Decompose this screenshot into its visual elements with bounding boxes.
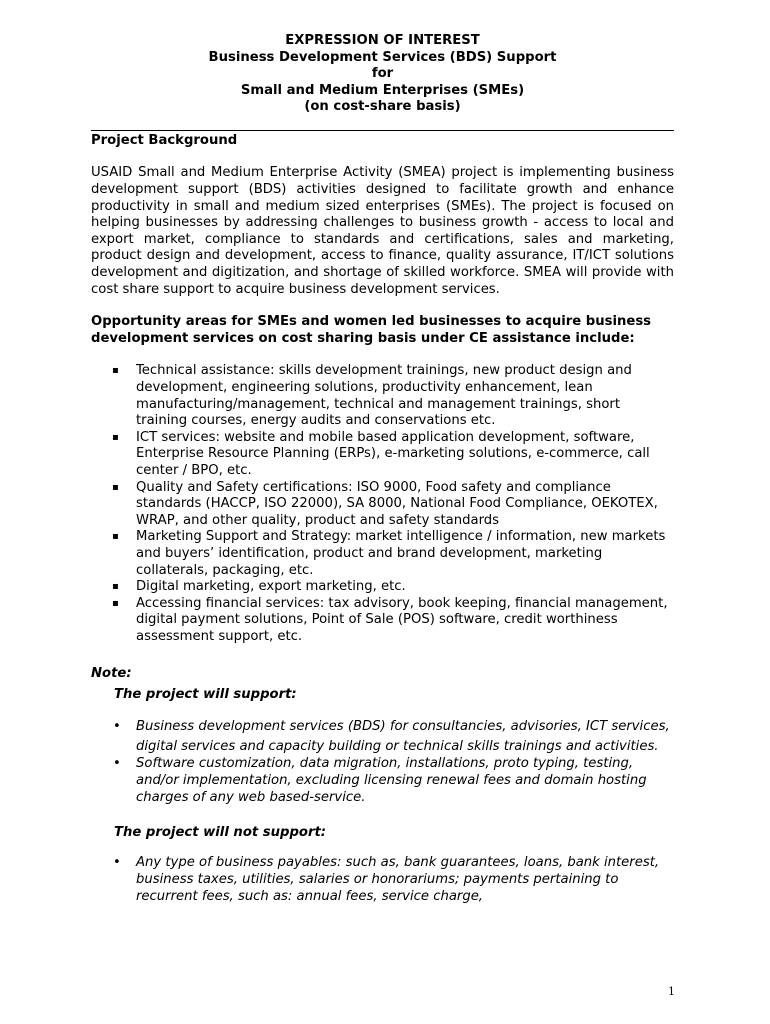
list-item — [91, 596, 674, 646]
list-item — [91, 579, 674, 596]
square-bullet-icon: ▪ — [112, 581, 119, 593]
not-support-heading: The project will not support: — [114, 825, 327, 841]
document-title — [91, 33, 674, 116]
title-line-5: (on cost-share basis) — [304, 99, 461, 115]
list-item-text: Quality and Safety certifications: ISO 9000, Food safety and compliance standards (HACCP, ISO 22000), SA 8000, National Food Compliance, OEKOTEX, WRAP, and other quality, product and safety standards — [136, 479, 658, 528]
support-list — [91, 717, 674, 806]
list-item — [91, 717, 674, 756]
list-item — [91, 430, 674, 480]
list-item — [91, 756, 674, 806]
list-item — [91, 363, 674, 429]
square-bullet-icon: ▪ — [112, 365, 119, 377]
list-item — [91, 480, 674, 530]
support-heading: The project will support: — [114, 687, 297, 703]
list-item-text: Business development services (BDS) for consultancies, advisories, ICT services, digital services and capacity building or technical skills trainings and activities. — [136, 719, 670, 754]
square-bullet-icon: ▪ — [112, 481, 119, 493]
project-background-paragraph: USAID Small and Medium Enterprise Activity (SMEA) project is implementing business development support (BDS) activities designed to facilitate growth and enhance productivity in small and medium sized enterprises (SMEs). The project is focused on helping businesses by addressing challenges to business growth - access to local and export market, compliance to standards and certifications, sales and marketing, product design and development, access to finance, quality assurance, IT/ICT solutions development and digitization, and shortage of skilled workforce. SMEA will provide with cost share support to acquire business development services. — [91, 165, 674, 297]
opportunity-heading: Opportunity areas for SMEs and women led businesses to acquire business development services on cost sharing basis under CE assistance include: — [91, 314, 652, 346]
title-line-4: Small and Medium Enterprises (SMEs) — [240, 82, 525, 98]
square-bullet-icon: ▪ — [112, 597, 119, 609]
note-label: Note: — [91, 665, 132, 681]
project-background-heading: Project Background — [91, 132, 238, 148]
page-number: 1 — [668, 985, 675, 998]
list-item-text: Accessing financial services: tax advisory, book keeping, financial management, digital payment solutions, Point of Sale (POS) software, credit worthiness assessment support, etc. — [136, 595, 668, 644]
horizontal-divider — [91, 130, 674, 131]
list-item-text: Any type of business payables: such as, bank guarantees, loans, bank interest, business taxes, utilities, salaries or honorariums; payments pertaining to recurrent fees, such as: annual fees, service charge, — [136, 855, 660, 905]
round-bullet-icon: • — [113, 719, 121, 735]
list-item-text: Marketing Support and Strategy: market intelligence / information, new markets and buyers’ identification, product and brand development, marketing collaterals, packaging, etc. — [136, 529, 666, 578]
not-support-list — [91, 855, 674, 905]
list-item-text: Digital marketing, export marketing, etc. — [136, 579, 406, 595]
square-bullet-icon: ▪ — [112, 431, 119, 443]
round-bullet-icon: • — [113, 756, 121, 772]
title-line-3: for — [371, 66, 394, 82]
square-bullet-icon: ▪ — [112, 531, 119, 543]
title-line-2: Business Development Services (BDS) Support — [208, 49, 557, 65]
list-item-text: ICT services: website and mobile based application development, software, Enterprise Resource Planning (ERPs), e-marketing solutions, e-commerce, call center / BPO, etc. — [136, 429, 650, 478]
title-line-1: EXPRESSION OF INTEREST — [285, 33, 480, 48]
document-page — [91, 33, 674, 906]
list-item-text: Software customization, data migration, installations, proto typing, testing, and/or implementation, excluding licensing renewal fees and domain hosting charges of any web based-service. — [136, 756, 647, 805]
list-item — [91, 855, 674, 905]
list-item — [91, 529, 674, 579]
opportunity-list — [91, 363, 674, 645]
list-item-text: Technical assistance: skills development trainings, new product design and development, engineering solutions, productivity enhancement, lean manufacturing/management, technical and management trainings, short training courses, energy audits and conservations etc. — [136, 363, 632, 429]
round-bullet-icon: • — [113, 855, 121, 871]
